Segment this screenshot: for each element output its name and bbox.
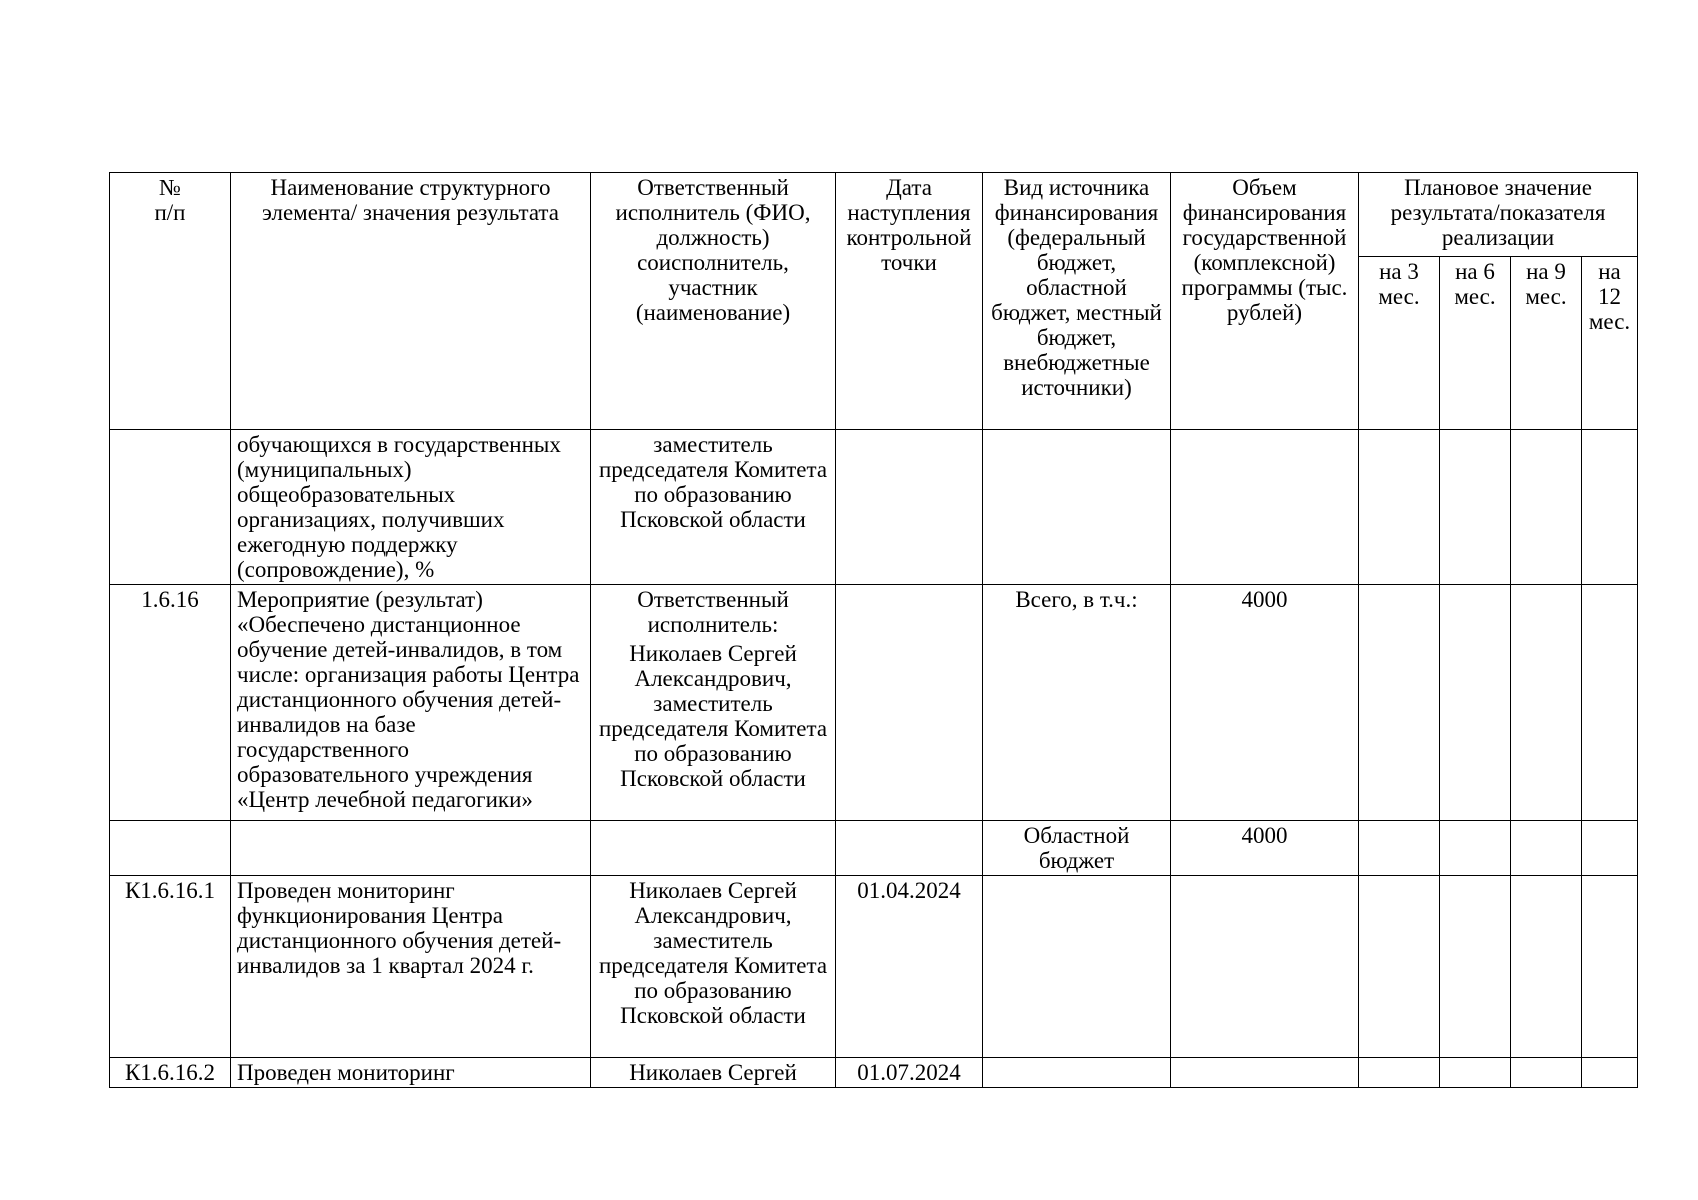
cell-date [836, 585, 983, 821]
cell-date [836, 821, 983, 876]
cell-source: Всего, в т.ч.: [983, 585, 1171, 821]
cell-q9 [1511, 876, 1582, 1058]
cell-source: Областной бюджет [983, 821, 1171, 876]
cell-executor: Николаев Сергей [591, 1058, 836, 1088]
cell-q6 [1440, 430, 1511, 585]
cell-q3 [1359, 430, 1440, 585]
cell-num: 1.6.16 [110, 585, 231, 821]
cell-q12 [1582, 430, 1638, 585]
cell-num [110, 430, 231, 585]
cell-q9 [1511, 1058, 1582, 1088]
cell-volume [1171, 1058, 1359, 1088]
cell-date: 01.04.2024 [836, 876, 983, 1058]
control-points-table [109, 172, 1638, 1088]
cell-num: К1.6.16.2 [110, 1058, 231, 1088]
cell-q6 [1440, 876, 1511, 1058]
cell-q12 [1582, 1058, 1638, 1088]
cell-q9 [1511, 821, 1582, 876]
cell-q3 [1359, 1058, 1440, 1088]
cell-source [983, 430, 1171, 585]
cell-name [231, 821, 591, 876]
cell-num [110, 821, 231, 876]
cell-executor: заместитель председателя Комитета по образованию Псковской области [591, 430, 836, 585]
cell-q6 [1440, 1058, 1511, 1088]
header-date: Дата наступления контрольной точки [836, 173, 983, 430]
cell-q6 [1440, 821, 1511, 876]
header-q12: на 12 мес. [1582, 256, 1638, 429]
cell-q3 [1359, 876, 1440, 1058]
cell-name: обучающихся в государственных (муниципальных) общеобразовательных организациях, получивших ежегодную поддержку (сопровождение), % [231, 430, 591, 585]
header-q6: на 6 мес. [1440, 256, 1511, 429]
cell-q6 [1440, 585, 1511, 821]
cell-volume: 4000 [1171, 585, 1359, 821]
cell-volume: 4000 [1171, 821, 1359, 876]
cell-volume [1171, 876, 1359, 1058]
cell-name: Проведен мониторинг функционирования Центра дистанционного обучения детей-инвалидов за 1 квартал 2024 г. [231, 876, 591, 1058]
table-row [110, 585, 1638, 821]
cell-q3 [1359, 585, 1440, 821]
cell-date [836, 430, 983, 585]
executor-title: Ответственный исполнитель: [637, 587, 789, 637]
header-source: Вид источника финансирования (федеральный бюджет, областной бюджет, местный бюджет, внебюджетные источники) [983, 173, 1171, 430]
header-executor: Ответственный исполнитель (ФИО, должность) соисполнитель, участник (наименование) [591, 173, 836, 430]
header-name: Наименование структурного элемента/ значения результата [231, 173, 591, 430]
cell-name: Проведен мониторинг [231, 1058, 591, 1088]
table-row [110, 876, 1638, 1058]
header-plan: Плановое значение результата/показателя реализации [1359, 173, 1638, 257]
cell-q12 [1582, 585, 1638, 821]
cell-q12 [1582, 876, 1638, 1058]
cell-date: 01.07.2024 [836, 1058, 983, 1088]
cell-source [983, 876, 1171, 1058]
table-row [110, 1058, 1638, 1088]
header-q9: на 9 мес. [1511, 256, 1582, 429]
header-q3: на 3 мес. [1359, 256, 1440, 429]
cell-q12 [1582, 821, 1638, 876]
cell-volume [1171, 430, 1359, 585]
header-volume: Объем финансирования государственной (комплексной) программы (тыс. рублей) [1171, 173, 1359, 430]
executor-person: Николаев Сергей Александрович, заместитель председателя Комитета по образованию Псковской области [598, 641, 828, 791]
table-header-row [110, 173, 1638, 257]
cell-executor: Николаев Сергей Александрович, заместитель председателя Комитета по образованию Псковской области [591, 876, 836, 1058]
cell-executor [591, 821, 836, 876]
cell-q9 [1511, 585, 1582, 821]
cell-name: Мероприятие (результат) «Обеспечено дистанционное обучение детей-инвалидов, в том числе: организация работы Центра дистанционного обучения детей-инвалидов на базе государственного образовательного учреждения «Центр лечебной педагогики» [231, 585, 591, 821]
cell-q9 [1511, 430, 1582, 585]
header-num: № п/п [110, 173, 231, 430]
cell-executor [591, 585, 836, 821]
cell-num: К1.6.16.1 [110, 876, 231, 1058]
table-row [110, 821, 1638, 876]
cell-source [983, 1058, 1171, 1088]
cell-q3 [1359, 821, 1440, 876]
table-row [110, 430, 1638, 585]
